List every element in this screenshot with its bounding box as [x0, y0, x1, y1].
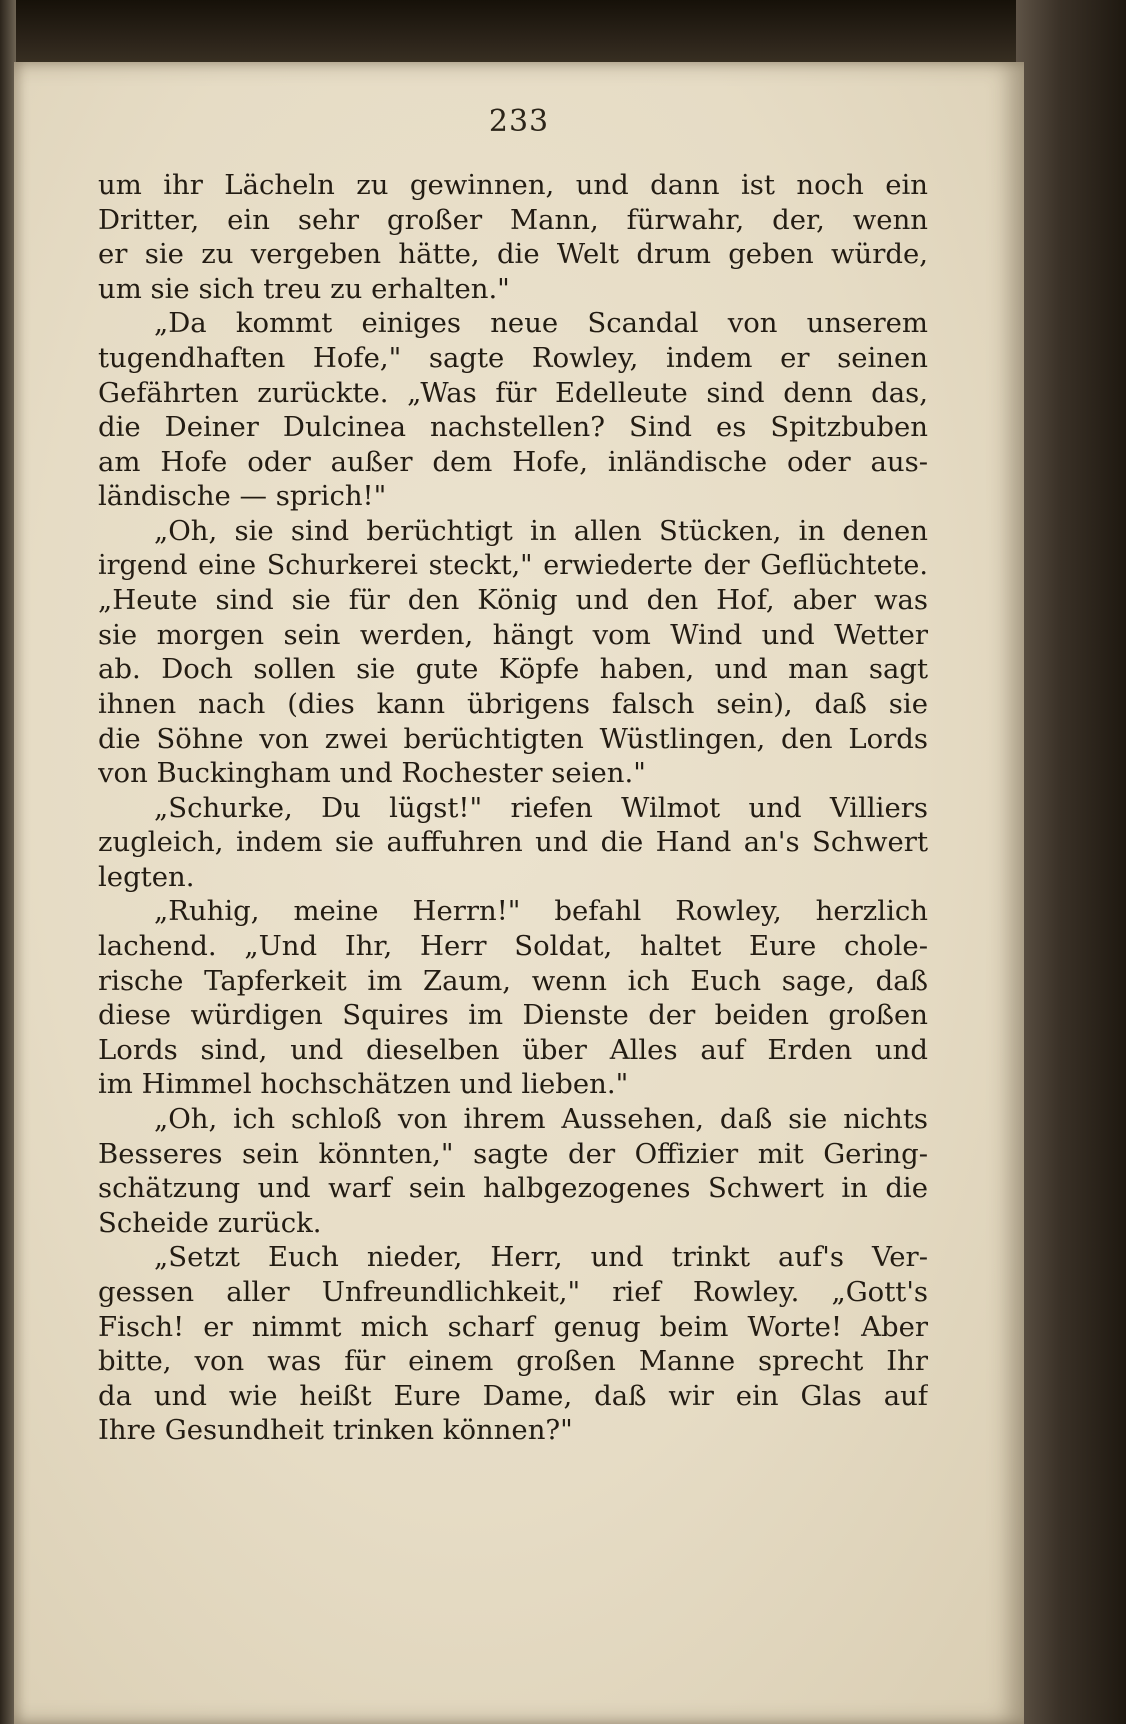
text-line: da und wie heißt Eure Dame, daß wir ein Glas auf [98, 1379, 928, 1412]
text-line: die Söhne von zwei berüchtigten Wüstlingen, den Lords [98, 722, 928, 755]
text-line: zugleich, indem sie auffuhren und die Hand an's Schwert [98, 826, 928, 859]
text-line: gessen aller Unfreundlichkeit," rief Rowley. „Gott's [98, 1276, 928, 1308]
text-line: er sie zu vergeben hätte, die Welt drum geben würde, [98, 238, 928, 271]
text-line: von Buckingham und Rochester seien." [98, 757, 646, 790]
text-line: irgend eine Schurkerei steckt," erwiederte der Geflüchtete. [98, 549, 928, 581]
book-page [14, 62, 1024, 1724]
text-line: im Himmel hochschätzen und lieben." [98, 1068, 629, 1101]
text-line: „Heute sind sie für den König und den Hof, aber was [98, 584, 928, 617]
text-line: lachend. „Und Ihr, Herr Soldat, haltet Eure chole- [98, 930, 928, 963]
text-line: „Setzt Euch nieder, Herr, und trinkt auf's Ver- [154, 1241, 928, 1274]
text-line: Ihre Gesundheit trinken können?" [98, 1414, 573, 1447]
text-line: „Schurke, Du lügst!" riefen Wilmot und Villiers [154, 791, 928, 824]
book-cover-right-edge [1016, 0, 1126, 1724]
text-line: Lords sind, und dieselben über Alles auf Erden und [98, 1033, 928, 1066]
text-line: am Hofe oder außer dem Hofe, inländische oder aus- [98, 445, 928, 478]
text-line: bitte, von was für einem großen Manne sprecht Ihr [98, 1345, 928, 1378]
text-line: „Ruhig, meine Herrn!" befahl Rowley, herzlich [154, 895, 928, 928]
book-cover-top-edge [0, 0, 1126, 70]
page-number: 233 [488, 104, 550, 139]
page-text-body [98, 168, 928, 1448]
text-line: Besseres sein könnten," sagte der Offizier mit Gering- [98, 1137, 928, 1170]
text-line: ab. Doch sollen sie gute Köpfe haben, und man sagt [98, 653, 928, 686]
text-line: um ihr Lächeln zu gewinnen, und dann ist noch ein [98, 169, 928, 201]
text-line: Scheide zurück. [98, 1206, 322, 1239]
text-line: legten. [98, 860, 195, 893]
text-line: Gefährten zurückte. „Was für Edelleute sind denn das, [98, 376, 928, 409]
text-line: rische Tapferkeit im Zaum, wenn ich Euch sage, daß [98, 964, 928, 997]
text-line: um sie sich treu zu erhalten." [98, 272, 510, 305]
text-line: Fisch! er nimmt mich scharf genug beim Worte! Aber [98, 1310, 928, 1343]
text-line: die Deiner Dulcinea nachstellen? Sind es Spitzbuben [98, 411, 928, 444]
text-line: „Oh, ich schloß von ihrem Aussehen, daß sie nichts [154, 1103, 928, 1136]
text-line: „Da kommt einiges neue Scandal von unserem [154, 307, 928, 340]
text-line: sie morgen sein werden, hängt vom Wind und Wetter [98, 618, 928, 651]
text-line: ihnen nach (dies kann übrigens falsch sein), daß sie [98, 687, 928, 720]
text-line: diese würdigen Squires im Dienste der beiden großen [98, 999, 928, 1032]
text-line: tugendhaften Hofe," sagte Rowley, indem er seinen [98, 341, 928, 374]
text-line: ländische — sprich!" [98, 480, 387, 513]
text-line: schätzung und warf sein halbgezogenes Schwert in die [98, 1172, 928, 1205]
text-line: Dritter, ein sehr großer Mann, fürwahr, der, wenn [98, 203, 928, 236]
text-line: „Oh, sie sind berüchtigt in allen Stücken, in denen [154, 514, 928, 547]
